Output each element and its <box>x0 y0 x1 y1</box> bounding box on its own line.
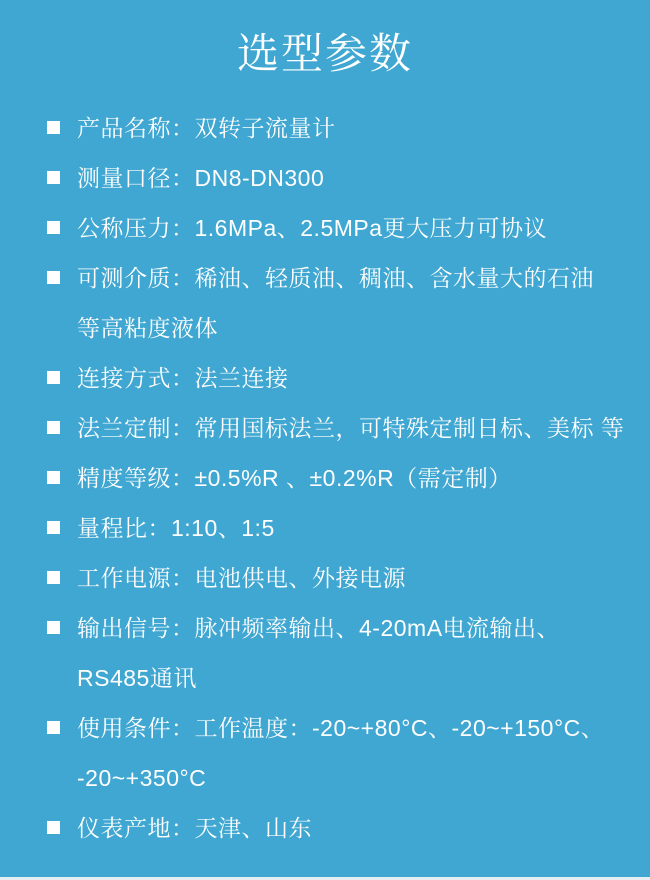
spec-item-text <box>77 153 324 203</box>
square-bullet-icon <box>47 221 60 234</box>
square-bullet-icon <box>47 521 60 534</box>
spec-list <box>0 103 650 853</box>
square-bullet-icon <box>47 621 60 634</box>
spec-line: 输出信号：脉冲频率输出、4-20mA电流输出、 <box>77 615 561 641</box>
spec-line: 测量口径：DN8-DN300 <box>77 165 325 191</box>
spec-item <box>0 103 650 153</box>
square-bullet-icon <box>47 271 60 284</box>
spec-item-text <box>77 353 289 403</box>
spec-line: 仪表产地：天津、山东 <box>77 815 312 841</box>
spec-line: 法兰定制：常用国标法兰，可特殊定制日标、美标 等 <box>77 415 625 441</box>
spec-item <box>0 253 650 353</box>
spec-item-text <box>77 503 275 553</box>
spec-line-continuation: -20~+350°C <box>77 765 207 791</box>
square-bullet-icon <box>47 571 60 584</box>
spec-line: 使用条件：工作温度：-20~+80°C、-20~+150°C、 <box>77 715 605 741</box>
square-bullet-icon <box>47 171 60 184</box>
page-title: 选型参数 <box>236 30 413 77</box>
spec-item <box>0 603 650 703</box>
spec-line: 产品名称：双转子流量计 <box>77 115 336 141</box>
spec-item <box>0 703 650 803</box>
spec-line-continuation: RS485通讯 <box>77 665 197 691</box>
spec-line: 连接方式：法兰连接 <box>77 365 289 391</box>
square-bullet-icon <box>47 821 60 834</box>
spec-item-text <box>77 803 312 853</box>
spec-item <box>0 453 650 503</box>
spec-line: 量程比：1:10、1:5 <box>77 515 275 541</box>
square-bullet-icon <box>47 421 60 434</box>
square-bullet-icon <box>47 721 60 734</box>
spec-item-text <box>77 403 624 453</box>
spec-line: 公称压力：1.6MPa、2.5MPa更大压力可协议 <box>77 215 548 241</box>
spec-line-continuation: 等高粘度液体 <box>77 315 218 341</box>
spec-item <box>0 403 650 453</box>
spec-item <box>0 553 650 603</box>
square-bullet-icon <box>47 471 60 484</box>
spec-item-text <box>77 603 560 703</box>
spec-item <box>0 203 650 253</box>
spec-item-text <box>77 203 547 253</box>
spec-item-text <box>77 253 594 353</box>
square-bullet-icon <box>47 121 60 134</box>
spec-line: 可测介质：稀油、轻质油、稠油、含水量大的石油 <box>77 265 594 291</box>
spec-item-text <box>77 103 336 153</box>
spec-item <box>0 503 650 553</box>
spec-line: 工作电源：电池供电、外接电源 <box>77 565 406 591</box>
spec-item-text <box>77 703 604 803</box>
square-bullet-icon <box>47 371 60 384</box>
spec-item <box>0 153 650 203</box>
spec-item-text <box>77 553 406 603</box>
spec-line: 精度等级：±0.5%R 、±0.2%R（需定制） <box>77 465 512 491</box>
spec-item <box>0 353 650 403</box>
spec-item <box>0 803 650 853</box>
spec-item-text <box>77 453 512 503</box>
